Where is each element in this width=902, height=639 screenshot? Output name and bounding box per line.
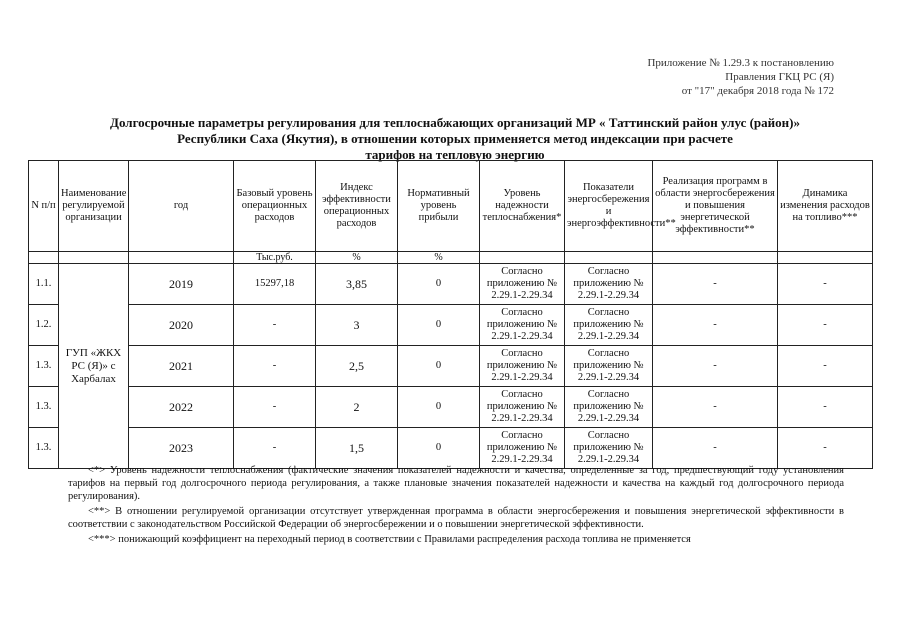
cell-n: 1.3. <box>29 387 59 428</box>
appendix-line: Правления ГКЦ РС (Я) <box>725 71 834 83</box>
units-row <box>29 252 873 264</box>
cell-n: 1.3. <box>29 346 59 387</box>
cell-energy: Согласно приложению № 2.29.1-2.29.34 <box>565 428 653 469</box>
cell-fuel: - <box>778 305 873 346</box>
appendix-line: Приложение № 1.29.3 к постановлению <box>647 57 834 69</box>
cell-programs: - <box>653 305 778 346</box>
cell-fuel: - <box>778 387 873 428</box>
cell-reliability: Согласно приложению № 2.29.1-2.29.34 <box>480 264 565 305</box>
cell-energy: Согласно приложению № 2.29.1-2.29.34 <box>565 346 653 387</box>
cell-fuel: - <box>778 264 873 305</box>
table-header-row <box>29 161 873 252</box>
cell-year: 2020 <box>129 305 234 346</box>
header-base: Базовый уровень операционных расходов <box>234 161 316 252</box>
cell-year: 2022 <box>129 387 234 428</box>
header-year: год <box>129 161 234 252</box>
table-row <box>29 428 873 469</box>
title-line: тарифов на тепловую энергию <box>365 147 545 162</box>
title-line: Республики Саха (Якутия), в отношении которых применяется метод индексации при расчете <box>177 131 733 146</box>
title-line: Долгосрочные параметры регулирования для теплоснабжающих организаций МР « Таттинский район улус (район)» <box>110 115 800 130</box>
cell-year: 2023 <box>129 428 234 469</box>
cell-reliability: Согласно приложению № 2.29.1-2.29.34 <box>480 346 565 387</box>
cell-energy: Согласно приложению № 2.29.1-2.29.34 <box>565 305 653 346</box>
cell-index: 3,85 <box>316 264 398 305</box>
cell-n: 1.3. <box>29 428 59 469</box>
header-org: Наименование регулируемой организации <box>59 161 129 252</box>
cell-profit: 0 <box>398 428 480 469</box>
header-programs: Реализация программ в области энергосбережения и повышения энергетической эффективности** <box>653 161 778 252</box>
footnote-energy-program: <**> В отношении регулируемой организации отсутствует утвержденная программа в области энергосбережения и повышения энергетической эффективности в соответствии с законодательством Российской Федерации об энергосбережении и о повышении энергетической эффективности. <box>68 506 844 530</box>
cell-base: 15297,18 <box>234 264 316 305</box>
cell-profit: 0 <box>398 387 480 428</box>
footnotes <box>68 464 844 548</box>
cell-base: - <box>234 428 316 469</box>
cell-year: 2019 <box>129 264 234 305</box>
cell-base: - <box>234 387 316 428</box>
cell-energy: Согласно приложению № 2.29.1-2.29.34 <box>565 264 653 305</box>
cell-org: ГУП «ЖКХ РС (Я)» с Харбалах <box>59 264 129 469</box>
cell-energy: Согласно приложению № 2.29.1-2.29.34 <box>565 387 653 428</box>
cell-index: 2 <box>316 387 398 428</box>
appendix-reference <box>647 56 834 98</box>
appendix-line: от "17" декабря 2018 года № 172 <box>681 85 834 97</box>
cell-year: 2021 <box>129 346 234 387</box>
header-fuel: Динамика изменения расходов на топливо*** <box>778 161 873 252</box>
table-row <box>29 346 873 387</box>
cell-reliability: Согласно приложению № 2.29.1-2.29.34 <box>480 305 565 346</box>
header-n: N п/п <box>29 161 59 252</box>
cell-programs: - <box>653 264 778 305</box>
table-row <box>29 264 873 305</box>
parameters-table <box>28 160 873 469</box>
cell-n: 1.2. <box>29 305 59 346</box>
header-reliability: Уровень надежности теплоснабжения* <box>480 161 565 252</box>
cell-programs: - <box>653 346 778 387</box>
cell-profit: 0 <box>398 264 480 305</box>
cell-profit: 0 <box>398 346 480 387</box>
table-row <box>29 387 873 428</box>
cell-index: 3 <box>316 305 398 346</box>
footnote-fuel: <***> понижающий коэффициент на переходный период в соответствии с Правилами распределения расхода топлива не применяется <box>88 534 691 545</box>
cell-reliability: Согласно приложению № 2.29.1-2.29.34 <box>480 387 565 428</box>
cell-fuel: - <box>778 346 873 387</box>
cell-n: 1.1. <box>29 264 59 305</box>
footnote-reliability: <*> Уровень надежности теплоснабжения (фактические значения показателей надежности и качества, определенные за год, предшествующий году установления тарифов на первый год долгосрочного периода регулирования, а также плановые значения показателей надежности и качества на каждый год долгосрочного периода регулирования). <box>68 465 844 502</box>
cell-fuel: - <box>778 428 873 469</box>
cell-reliability: Согласно приложению № 2.29.1-2.29.34 <box>480 428 565 469</box>
unit-index: % <box>316 252 398 264</box>
cell-programs: - <box>653 387 778 428</box>
header-index: Индекс эффективности операционных расходов <box>316 161 398 252</box>
header-profit: Нормативный уровень прибыли <box>398 161 480 252</box>
cell-index: 1,5 <box>316 428 398 469</box>
unit-profit: % <box>398 252 480 264</box>
table-row <box>29 305 873 346</box>
document-title <box>60 115 850 163</box>
cell-base: - <box>234 305 316 346</box>
cell-index: 2,5 <box>316 346 398 387</box>
cell-programs: - <box>653 428 778 469</box>
unit-base: Тыс.руб. <box>234 252 316 264</box>
header-energy: Показатели энергосбережения и энергоэффективности** <box>565 161 653 252</box>
cell-profit: 0 <box>398 305 480 346</box>
cell-base: - <box>234 346 316 387</box>
